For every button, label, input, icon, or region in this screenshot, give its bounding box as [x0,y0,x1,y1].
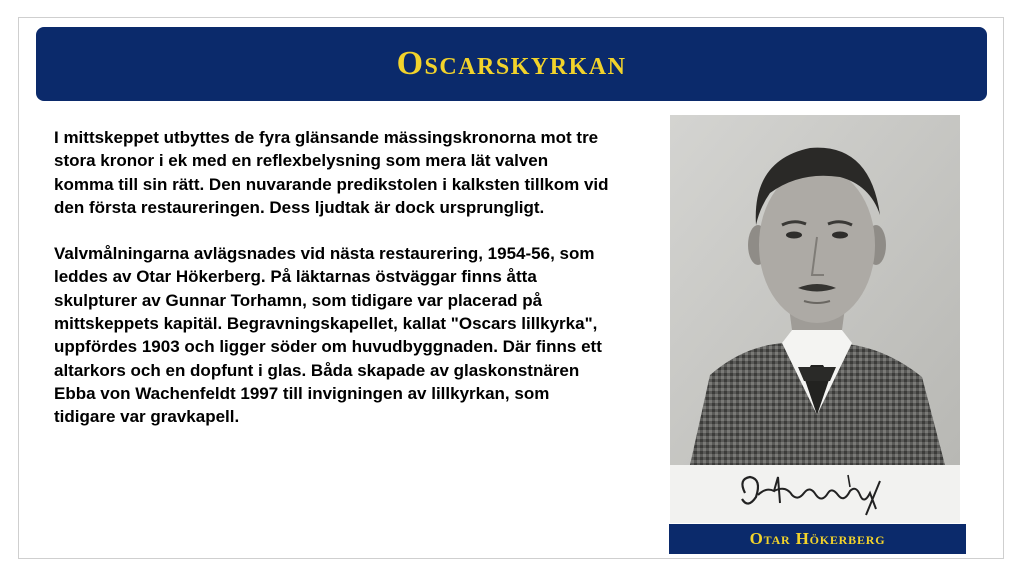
signature-image [670,465,960,523]
portrait-illustration [670,115,960,465]
portrait-photo [670,115,960,465]
title-banner [36,27,987,101]
caption-bar [669,524,966,554]
paragraph-2: Valvmålningarna avlägsnades vid nästa restaurering, 1954-56, som leddes av Otar Hökerberg. På läktarnas östväggar finns åtta skulpturer av Gunnar Torhamn, som tidigare var placerad på mittskeppets kapitäl. Begravningskapellet, kallat "Oscars lillkyrka", uppfördes 1903 och ligger söder om huvudbyggnaden. Där finns ett altarkors och en dopfunt i glas. Båda skapade av glaskonstnären Ebba von Wachenfeldt 1997 till invigningen av lillkyrkan, som tidigare var gravkapell. [54,244,602,427]
portrait-caption: Otar Hökerberg [749,529,886,548]
paragraph-1: I mittskeppet utbyttes de fyra glänsande mässingskronorna mot tre stora kronor i ek med en reflexbelysning som mera lät valven komma till sin rätt. Den nuvarande predikstolen i kalksten tillkom vid den första restaureringen. Dess ljudtak är dock ursprungligt. [54,128,609,217]
body-text [54,126,609,429]
signature-scribble [670,465,960,523]
slide-title: Oscarskyrkan [396,45,627,82]
